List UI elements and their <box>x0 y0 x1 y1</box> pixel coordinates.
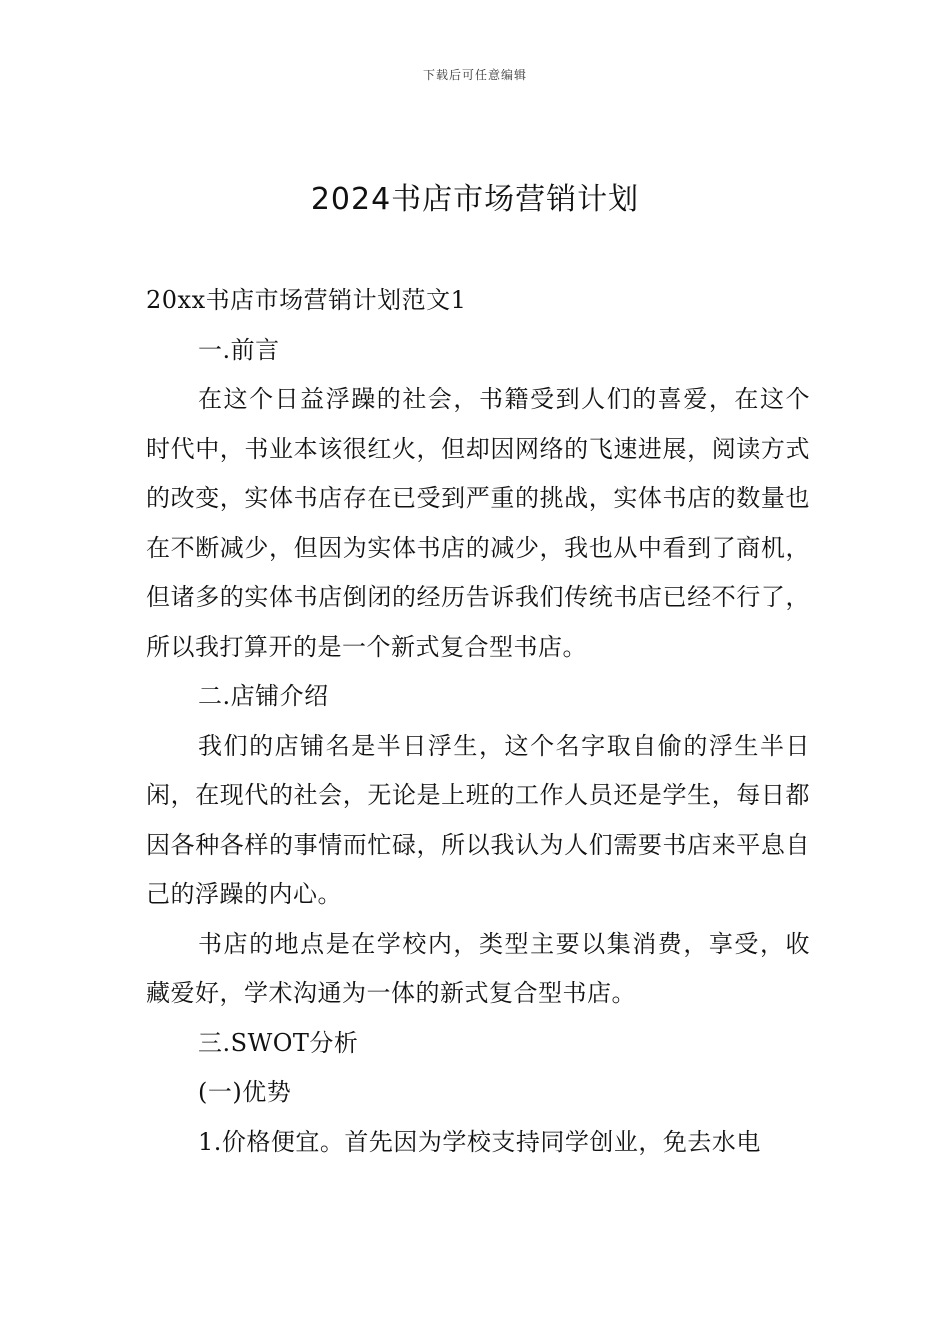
section-heading-preface: 一.前言 <box>198 335 280 364</box>
list-item-price: 1.价格便宜。首先因为学校支持同学创业，免去水电 <box>198 1127 761 1156</box>
paragraph-preface: 在这个日益浮躁的社会，书籍受到人们的喜爱，在这个时代中，书业本该很红火，但却因网络的飞速进展，阅读方式的改变，实体书店存在已受到严重的挑战，实体书店的数量也在不断减少，但因为实体书店的减少，我也从中看到了商机，但诸多的实体书店倒闭的经历告诉我们传统书店已经不行了，所以我打算开的是一个新式复合型书店。 <box>146 385 810 661</box>
header-note: 下载后可任意编辑 <box>422 68 527 82</box>
document-title: 2024书店市场营销计划 <box>310 182 640 217</box>
subsection-heading-strengths: (一)优势 <box>198 1078 292 1106</box>
section-heading-shop-intro: 二.店铺介绍 <box>198 682 329 710</box>
paragraph-shop-location: 书店的地点是在学校内，类型主要以集消费，享受，收藏爱好，学术沟通为一体的新式复合型书店。 <box>146 929 810 1007</box>
subtitle-line: 20xx书店市场营销计划范文1 <box>146 286 467 314</box>
document-body <box>146 276 810 1167</box>
section-heading-swot: 三.SWOT分析 <box>198 1028 359 1057</box>
paragraph-shop-name: 我们的店铺名是半日浮生，这个名字取自偷的浮生半日闲，在现代的社会，无论是上班的工作人员还是学生，每日都因各种各样的事情而忙碌，所以我认为人们需要书店来平息自己的浮躁的内心。 <box>146 731 810 908</box>
